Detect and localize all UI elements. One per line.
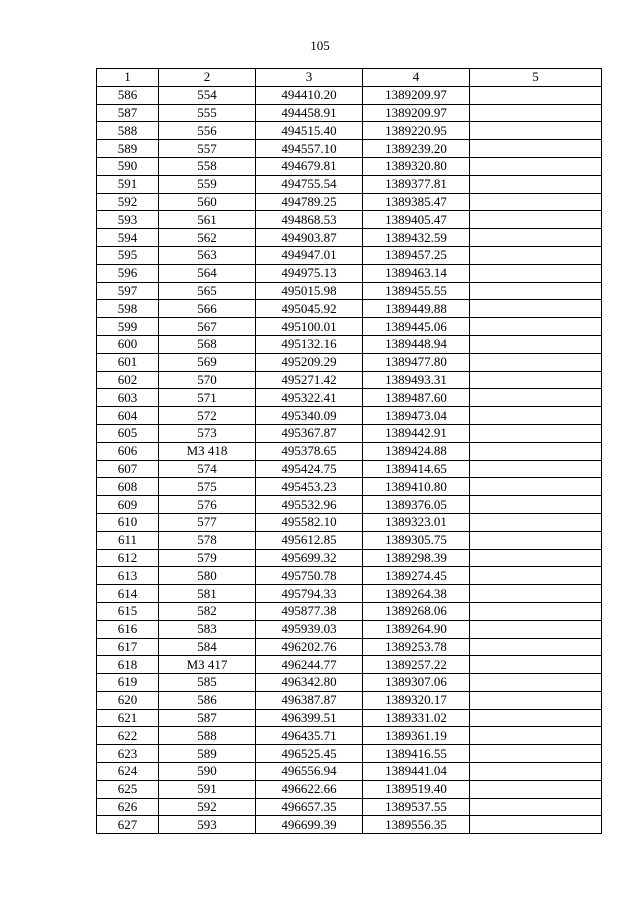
table-cell-col-5: [470, 264, 602, 282]
table-cell-col-4: 1389239.20: [363, 140, 470, 158]
table-cell-col-1: 604: [97, 407, 159, 425]
table-cell-col-4: 1389448.94: [363, 335, 470, 353]
table-cell-col-4: 1389331.02: [363, 709, 470, 727]
table-row: [97, 229, 602, 247]
table-cell-col-5: [470, 709, 602, 727]
table-cell-col-1: 615: [97, 602, 159, 620]
table-cell-col-4: 1389463.14: [363, 264, 470, 282]
table-cell-col-5: [470, 691, 602, 709]
table-cell-col-5: [470, 798, 602, 816]
table-cell-col-2: 588: [159, 727, 256, 745]
table-row: [97, 674, 602, 692]
table-row: [97, 300, 602, 318]
table-row: [97, 371, 602, 389]
table-row: [97, 389, 602, 407]
table-row: [97, 585, 602, 603]
table-cell-col-3: 494410.20: [256, 86, 363, 104]
table-cell-col-4: 1389307.06: [363, 674, 470, 692]
table-cell-col-4: 1389305.75: [363, 531, 470, 549]
table-cell-col-4: 1389361.19: [363, 727, 470, 745]
table-cell-col-4: 1389253.78: [363, 638, 470, 656]
table-cell-col-1: 590: [97, 157, 159, 175]
table-row: [97, 816, 602, 834]
table-cell-col-3: 496699.39: [256, 816, 363, 834]
table-cell-col-2: 592: [159, 798, 256, 816]
table-cell-col-1: 624: [97, 763, 159, 781]
table-cell-col-2: 557: [159, 140, 256, 158]
table-cell-col-5: [470, 674, 602, 692]
table-cell-col-3: 494679.81: [256, 157, 363, 175]
table-cell-col-5: [470, 300, 602, 318]
table-body: [97, 86, 602, 833]
table-cell-col-2: 590: [159, 763, 256, 781]
table-cell-col-2: 555: [159, 104, 256, 122]
table-cell-col-5: [470, 246, 602, 264]
table-cell-col-1: 606: [97, 442, 159, 460]
table-cell-col-4: 1389414.65: [363, 460, 470, 478]
table-cell-col-5: [470, 816, 602, 834]
table-cell-col-1: 601: [97, 353, 159, 371]
table-cell-col-3: 495532.96: [256, 496, 363, 514]
table-cell-col-2: 568: [159, 335, 256, 353]
column-header-3: 3: [256, 69, 363, 87]
table-cell-col-3: 495271.42: [256, 371, 363, 389]
table-cell-col-5: [470, 727, 602, 745]
table-row: [97, 763, 602, 781]
table-cell-col-2: 587: [159, 709, 256, 727]
table-cell-col-5: [470, 780, 602, 798]
table-cell-col-1: 600: [97, 335, 159, 353]
table-cell-col-5: [470, 193, 602, 211]
table-row: [97, 335, 602, 353]
table-cell-col-1: 592: [97, 193, 159, 211]
table-cell-col-4: 1389274.45: [363, 567, 470, 585]
table-cell-col-1: 626: [97, 798, 159, 816]
table-cell-col-1: 588: [97, 122, 159, 140]
table-cell-col-3: 495367.87: [256, 424, 363, 442]
table-cell-col-3: 494557.10: [256, 140, 363, 158]
table-header-row: [97, 69, 602, 87]
table-cell-col-5: [470, 318, 602, 336]
table-cell-col-4: 1389209.97: [363, 86, 470, 104]
table-cell-col-1: 591: [97, 175, 159, 193]
table-cell-col-1: 617: [97, 638, 159, 656]
table-cell-col-5: [470, 157, 602, 175]
table-cell-col-3: 495424.75: [256, 460, 363, 478]
table-cell-col-1: 589: [97, 140, 159, 158]
table-cell-col-5: [470, 371, 602, 389]
table-cell-col-2: МЗ 418: [159, 442, 256, 460]
table-cell-col-1: 627: [97, 816, 159, 834]
table-row: [97, 780, 602, 798]
table-cell-col-1: 614: [97, 585, 159, 603]
table-cell-col-2: МЗ 417: [159, 656, 256, 674]
table-row: [97, 353, 602, 371]
table-cell-col-3: 495100.01: [256, 318, 363, 336]
table-cell-col-3: 495453.23: [256, 478, 363, 496]
table-cell-col-4: 1389477.80: [363, 353, 470, 371]
table-cell-col-3: 494947.01: [256, 246, 363, 264]
table-cell-col-4: 1389424.88: [363, 442, 470, 460]
table-cell-col-4: 1389457.25: [363, 246, 470, 264]
table-cell-col-1: 586: [97, 86, 159, 104]
table-row: [97, 638, 602, 656]
table-cell-col-4: 1389487.60: [363, 389, 470, 407]
table-cell-col-1: 587: [97, 104, 159, 122]
table-cell-col-3: 494755.54: [256, 175, 363, 193]
table-cell-col-1: 608: [97, 478, 159, 496]
table-cell-col-2: 573: [159, 424, 256, 442]
table-cell-col-2: 580: [159, 567, 256, 585]
column-header-4: 4: [363, 69, 470, 87]
column-header-5: 5: [470, 69, 602, 87]
table-cell-col-4: 1389385.47: [363, 193, 470, 211]
column-header-2: 2: [159, 69, 256, 87]
table-cell-col-1: 623: [97, 745, 159, 763]
table-row: [97, 567, 602, 585]
table-cell-col-4: 1389432.59: [363, 229, 470, 247]
table-cell-col-2: 560: [159, 193, 256, 211]
table-cell-col-4: 1389320.80: [363, 157, 470, 175]
table-cell-col-5: [470, 86, 602, 104]
table-cell-col-3: 495750.78: [256, 567, 363, 585]
table-row: [97, 709, 602, 727]
table-cell-col-3: 496556.94: [256, 763, 363, 781]
table-cell-col-3: 495939.03: [256, 620, 363, 638]
table-cell-col-4: 1389442.91: [363, 424, 470, 442]
table-cell-col-5: [470, 140, 602, 158]
coordinates-table: [96, 68, 602, 834]
table-cell-col-2: 589: [159, 745, 256, 763]
table-cell-col-5: [470, 335, 602, 353]
table-cell-col-5: [470, 442, 602, 460]
table-row: [97, 531, 602, 549]
table-row: [97, 496, 602, 514]
table-cell-col-1: 613: [97, 567, 159, 585]
table-cell-col-3: 496202.76: [256, 638, 363, 656]
table-cell-col-2: 574: [159, 460, 256, 478]
table-cell-col-1: 612: [97, 549, 159, 567]
table-cell-col-4: 1389441.04: [363, 763, 470, 781]
table-cell-col-4: 1389445.06: [363, 318, 470, 336]
table-cell-col-4: 1389209.97: [363, 104, 470, 122]
table-row: [97, 318, 602, 336]
table-cell-col-3: 496525.45: [256, 745, 363, 763]
table-cell-col-3: 495209.29: [256, 353, 363, 371]
table-cell-col-4: 1389493.31: [363, 371, 470, 389]
table-cell-col-4: 1389323.01: [363, 513, 470, 531]
table-cell-col-1: 618: [97, 656, 159, 674]
table-cell-col-3: 495582.10: [256, 513, 363, 531]
table-row: [97, 513, 602, 531]
table-cell-col-5: [470, 656, 602, 674]
table-cell-col-1: 594: [97, 229, 159, 247]
table-cell-col-3: 496342.80: [256, 674, 363, 692]
table-row: [97, 122, 602, 140]
table-cell-col-4: 1389410.80: [363, 478, 470, 496]
table-cell-col-2: 572: [159, 407, 256, 425]
table-cell-col-4: 1389556.35: [363, 816, 470, 834]
table-cell-col-3: 494515.40: [256, 122, 363, 140]
table-cell-col-2: 585: [159, 674, 256, 692]
table-cell-col-4: 1389257.22: [363, 656, 470, 674]
table-cell-col-5: [470, 407, 602, 425]
table-cell-col-4: 1389519.40: [363, 780, 470, 798]
table-row: [97, 157, 602, 175]
table-cell-col-2: 558: [159, 157, 256, 175]
table-cell-col-2: 582: [159, 602, 256, 620]
table-cell-col-1: 593: [97, 211, 159, 229]
table-cell-col-4: 1389376.05: [363, 496, 470, 514]
table-cell-col-2: 556: [159, 122, 256, 140]
page-number: 105: [310, 38, 330, 53]
table-row: [97, 264, 602, 282]
table-cell-col-2: 583: [159, 620, 256, 638]
table-row: [97, 193, 602, 211]
table-cell-col-5: [470, 211, 602, 229]
table-cell-col-3: 495877.38: [256, 602, 363, 620]
table-row: [97, 478, 602, 496]
table-cell-col-5: [470, 424, 602, 442]
table-cell-col-5: [470, 478, 602, 496]
table-cell-col-3: 495794.33: [256, 585, 363, 603]
table-cell-col-2: 561: [159, 211, 256, 229]
table-cell-col-2: 581: [159, 585, 256, 603]
table-cell-col-2: 564: [159, 264, 256, 282]
table-row: [97, 549, 602, 567]
table-cell-col-1: 605: [97, 424, 159, 442]
table-cell-col-2: 565: [159, 282, 256, 300]
table-row: [97, 407, 602, 425]
table-cell-col-2: 569: [159, 353, 256, 371]
table-cell-col-4: 1389473.04: [363, 407, 470, 425]
table-cell-col-2: 579: [159, 549, 256, 567]
table-cell-col-3: 496399.51: [256, 709, 363, 727]
table-cell-col-1: 597: [97, 282, 159, 300]
table-cell-col-2: 593: [159, 816, 256, 834]
table-row: [97, 798, 602, 816]
table-cell-col-3: 496244.77: [256, 656, 363, 674]
table-cell-col-5: [470, 496, 602, 514]
table-row: [97, 727, 602, 745]
table-cell-col-4: 1389220.95: [363, 122, 470, 140]
table-cell-col-4: 1389405.47: [363, 211, 470, 229]
table-cell-col-1: 596: [97, 264, 159, 282]
table-cell-col-5: [470, 602, 602, 620]
table-cell-col-2: 576: [159, 496, 256, 514]
table-cell-col-5: [470, 175, 602, 193]
table-cell-col-5: [470, 531, 602, 549]
table-cell-col-4: 1389537.55: [363, 798, 470, 816]
table-cell-col-2: 584: [159, 638, 256, 656]
table-row: [97, 104, 602, 122]
table-cell-col-5: [470, 620, 602, 638]
table-row: [97, 211, 602, 229]
table-cell-col-5: [470, 763, 602, 781]
table-cell-col-3: 495612.85: [256, 531, 363, 549]
table-cell-col-1: 595: [97, 246, 159, 264]
table-cell-col-2: 586: [159, 691, 256, 709]
table-cell-col-3: 495340.09: [256, 407, 363, 425]
table-cell-col-4: 1389449.88: [363, 300, 470, 318]
table-cell-col-5: [470, 585, 602, 603]
column-header-1: 1: [97, 69, 159, 87]
table-cell-col-3: 496435.71: [256, 727, 363, 745]
table-cell-col-3: 495699.32: [256, 549, 363, 567]
table-cell-col-2: 559: [159, 175, 256, 193]
table-row: [97, 246, 602, 264]
table-cell-col-5: [470, 389, 602, 407]
table-row: [97, 442, 602, 460]
table-cell-col-5: [470, 229, 602, 247]
table-cell-col-2: 578: [159, 531, 256, 549]
table-cell-col-3: 494458.91: [256, 104, 363, 122]
table-cell-col-1: 609: [97, 496, 159, 514]
table-cell-col-1: 603: [97, 389, 159, 407]
table-cell-col-5: [470, 104, 602, 122]
table-cell-col-3: 494975.13: [256, 264, 363, 282]
table-cell-col-2: 566: [159, 300, 256, 318]
table-row: [97, 460, 602, 478]
table-cell-col-2: 567: [159, 318, 256, 336]
table-cell-col-4: 1389455.55: [363, 282, 470, 300]
table-cell-col-2: 563: [159, 246, 256, 264]
table-row: [97, 424, 602, 442]
table-cell-col-4: 1389416.55: [363, 745, 470, 763]
table-cell-col-5: [470, 460, 602, 478]
table-cell-col-4: 1389298.39: [363, 549, 470, 567]
table-cell-col-4: 1389320.17: [363, 691, 470, 709]
table-cell-col-5: [470, 353, 602, 371]
table-cell-col-1: 616: [97, 620, 159, 638]
table-cell-col-1: 621: [97, 709, 159, 727]
table-cell-col-2: 575: [159, 478, 256, 496]
table-cell-col-5: [470, 122, 602, 140]
table-row: [97, 602, 602, 620]
table-cell-col-1: 619: [97, 674, 159, 692]
table-cell-col-3: 495015.98: [256, 282, 363, 300]
table-cell-col-3: 495378.65: [256, 442, 363, 460]
table-cell-col-3: 495322.41: [256, 389, 363, 407]
table-cell-col-3: 496622.66: [256, 780, 363, 798]
table-cell-col-1: 602: [97, 371, 159, 389]
table-cell-col-1: 625: [97, 780, 159, 798]
table-row: [97, 620, 602, 638]
table-cell-col-2: 591: [159, 780, 256, 798]
table-cell-col-3: 494789.25: [256, 193, 363, 211]
table-cell-col-3: 496657.35: [256, 798, 363, 816]
table-row: [97, 745, 602, 763]
table-cell-col-1: 620: [97, 691, 159, 709]
table-cell-col-4: 1389264.38: [363, 585, 470, 603]
table-cell-col-2: 554: [159, 86, 256, 104]
table-cell-col-3: 495132.16: [256, 335, 363, 353]
table-row: [97, 86, 602, 104]
table-cell-col-2: 577: [159, 513, 256, 531]
table-cell-col-5: [470, 638, 602, 656]
table-cell-col-1: 598: [97, 300, 159, 318]
table-cell-col-2: 562: [159, 229, 256, 247]
table-row: [97, 656, 602, 674]
table-cell-col-1: 622: [97, 727, 159, 745]
table-row: [97, 282, 602, 300]
table-cell-col-5: [470, 282, 602, 300]
table-cell-col-3: 496387.87: [256, 691, 363, 709]
table-cell-col-1: 607: [97, 460, 159, 478]
table-cell-col-3: 494868.53: [256, 211, 363, 229]
table-cell-col-5: [470, 549, 602, 567]
table-row: [97, 175, 602, 193]
table-cell-col-1: 599: [97, 318, 159, 336]
table-cell-col-5: [470, 745, 602, 763]
table-cell-col-4: 1389377.81: [363, 175, 470, 193]
table-row: [97, 691, 602, 709]
table-cell-col-4: 1389264.90: [363, 620, 470, 638]
table-cell-col-2: 570: [159, 371, 256, 389]
table-cell-col-2: 571: [159, 389, 256, 407]
table-cell-col-3: 494903.87: [256, 229, 363, 247]
table-cell-col-4: 1389268.06: [363, 602, 470, 620]
table-row: [97, 140, 602, 158]
table-cell-col-5: [470, 513, 602, 531]
table-cell-col-1: 611: [97, 531, 159, 549]
table-cell-col-5: [470, 567, 602, 585]
table-cell-col-1: 610: [97, 513, 159, 531]
table-cell-col-3: 495045.92: [256, 300, 363, 318]
